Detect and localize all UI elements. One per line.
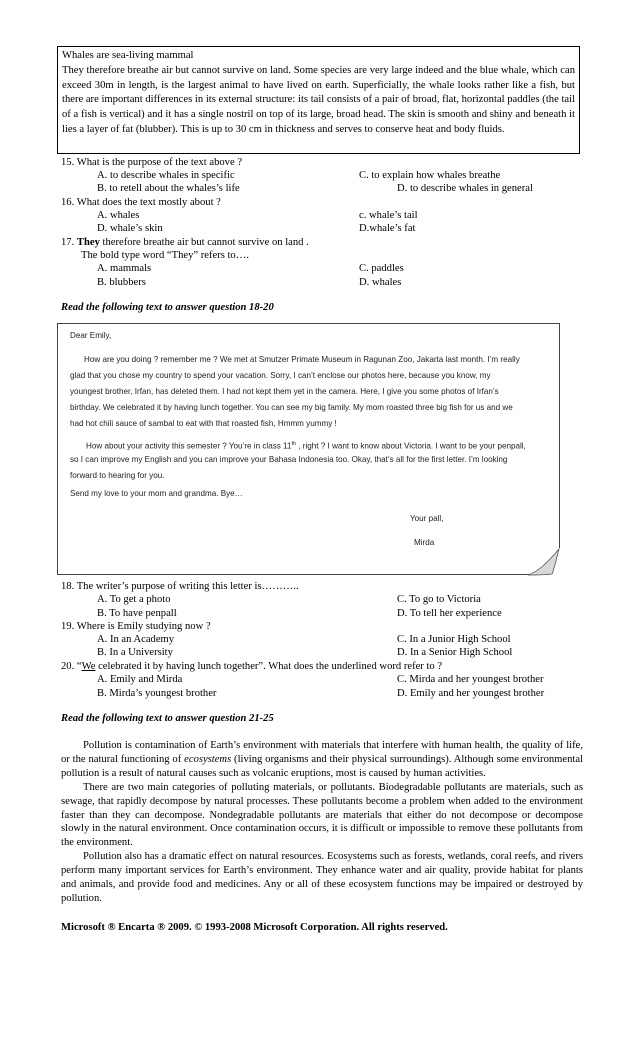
question-20-option-d: D. Emily and her youngest brother bbox=[397, 688, 545, 699]
question-18-option-b: B. To have penpall bbox=[97, 608, 177, 619]
question-17-bold-word: They bbox=[76, 237, 100, 248]
question-20-option-a: A. Emily and Mirda bbox=[97, 674, 183, 685]
question-15-option-d: D. to describe whales in general bbox=[397, 183, 533, 194]
question-16-option-c: c. whale’s tail bbox=[359, 210, 418, 221]
question-15-option-a: A. to describe whales in specific bbox=[97, 170, 235, 181]
letter-name: Mirda bbox=[414, 538, 435, 547]
question-17-line2: The bold type word “They” refers to…. bbox=[81, 250, 249, 261]
source-citation: Microsoft ® Encarta ® 2009. © 1993-2008 Microsoft Corporation. All rights reserved. bbox=[61, 922, 448, 933]
question-17-option-c: C. paddles bbox=[359, 263, 404, 274]
letter-p1-line2: glad that you chose my country to spend your vacation. Sorry, I can’t enclose our photos here, because you know, my bbox=[70, 371, 491, 380]
letter-p1-line4: birthday. We celebrated it by having lunch together. You can see my big family. My mom roasted three big fish for us and we bbox=[70, 403, 513, 412]
letter-p1-line5: had hot chili sauce of sambal to eat with that roasted fish, Hmmm yummy ! bbox=[70, 419, 337, 428]
pollution-passage bbox=[61, 739, 583, 906]
question-15-option-b: B. to retell about the whales’s life bbox=[97, 183, 240, 194]
question-17-option-a: A. mammals bbox=[97, 263, 152, 274]
question-20-underlined-word: We bbox=[81, 661, 96, 672]
question-19-option-c: C. In a Junior High School bbox=[397, 634, 511, 645]
instruction-18-20: Read the following text to answer question 18-20 bbox=[61, 302, 274, 313]
passage-paragraph-2: There are two main categories of polluting materials, or pollutants. Biodegradable pollutants are materials, such as sewage, that rapidly decompose by natural processes. These pollutants become a problem when added to the environment faster than they can decompose. Nondegradable pollutants are materials that either do not decompose or decompose slowly in the natural environment. Once contamination occurs, it is difficult or impossible to remove these pollutants from the environment. bbox=[61, 781, 583, 849]
letter-closing: Send my love to your mom and grandma. Bye… bbox=[70, 489, 243, 498]
passage-p1-b: (living organisms and their physical surroundings). Although some environmental pollution is a result of natural causes such as volcanic eruptions, most is caused by human activities. bbox=[61, 753, 583, 779]
letter-p2-line3: forward to hearing for you. bbox=[70, 471, 165, 480]
passage-p1-a: Pollution is contamination of Earth’s environment with materials that interfere with human health, the quality of life, or the natural functioning of bbox=[61, 740, 583, 765]
whale-text-title: Whales are sea-living mammal bbox=[62, 50, 194, 61]
question-18-option-c: C. To go to Victoria bbox=[397, 594, 481, 605]
letter-p2-sup: th bbox=[291, 441, 297, 447]
letter-signoff: Your pall, bbox=[410, 514, 444, 523]
question-20-option-b: B. Mirda’s youngest brother bbox=[97, 688, 217, 699]
whale-text-body: They therefore breathe air but cannot survive on land. Some species are very large indeed and the blue whale, which can exceed 30m in length, is the largest animal to have lived on earth. Superficially, the whale looks rather like a fish, but there are important differences in its external structure: its tail consists of a pair of broad, flat, horizontal paddles (the tail of a fish is vertical) and it has a single nostril on top of its large, broad head. The skin is smooth and shiny and beneath it lies a layer of fat (blubber). This is up to 30 cm in thickness and serves to conserve heat and body fluids. bbox=[62, 64, 575, 135]
question-16-option-d2: D.whale’s fat bbox=[359, 223, 416, 234]
question-20-stem bbox=[61, 660, 442, 673]
question-16-stem: 16. What does the text mostly about ? bbox=[61, 197, 221, 208]
question-18-option-d: D. To tell her experience bbox=[397, 608, 502, 619]
question-17-rest: therefore breathe air but cannot survive on land . bbox=[99, 237, 309, 248]
letter-p2-line2: so I can improve my English and you can improve your Bahasa Indonesia too. Okay, that’s all for the first letter. I’m looking bbox=[70, 455, 508, 464]
question-17-option-b: B. blubbers bbox=[97, 277, 146, 288]
question-19-stem: 19. Where is Emily studying now ? bbox=[61, 621, 211, 632]
question-15-stem: 15. What is the purpose of the text above ? bbox=[61, 157, 243, 168]
passage-paragraph-1 bbox=[61, 739, 583, 781]
question-17-stem bbox=[61, 236, 309, 249]
question-17-number: 17. bbox=[61, 237, 75, 248]
question-16-option-a: A. whales bbox=[97, 210, 140, 221]
letter-p1-line1: How are you doing ? remember me ? We met at Smutzer Primate Museum in Ragunan Zoo, Jakarta last month. I’m really bbox=[84, 355, 520, 364]
letter-box bbox=[57, 323, 560, 575]
question-19-option-b: B. In a University bbox=[97, 647, 173, 658]
question-19-option-a: A. In an Academy bbox=[97, 634, 175, 645]
page-curl-icon bbox=[528, 548, 560, 576]
question-18-stem: 18. The writer’s purpose of writing this letter is……….. bbox=[61, 581, 299, 592]
letter-p1-line3: youngest brother, Irfan, has deleted them. I had not kept them yet in the camera. Here, I give you some photos of Irfan’s bbox=[70, 387, 499, 396]
whale-text-box bbox=[57, 46, 580, 154]
question-19-option-d: D. In a Senior High School bbox=[397, 647, 513, 658]
letter-p2-line1 bbox=[86, 437, 526, 454]
letter-greeting: Dear Emily, bbox=[70, 331, 112, 340]
passage-paragraph-3: Pollution also has a dramatic effect on natural resources. Ecosystems such as forests, wetlands, coral reefs, and rivers perform many important services for Earth’s environment. They enhance water and air quality, provide habitat for plants and animals, and provide food and medicines. Any or all of these ecosystem functions may be impaired or destroyed by pollution. bbox=[61, 851, 583, 904]
passage-p1-em: ecosystems bbox=[184, 753, 232, 765]
question-15-option-c: C. to explain how whales breathe bbox=[359, 170, 501, 181]
question-18-option-a: A. To get a photo bbox=[97, 594, 171, 605]
question-20-post: celebrated it by having lunch together”. What does the underlined word refer to ? bbox=[95, 661, 443, 672]
letter-p2-end: , right ? I want to know about Victoria. I want to be your penpall, bbox=[296, 441, 526, 451]
question-20-pre: 20. “ bbox=[61, 661, 82, 672]
question-16-option-d: D. whale’s skin bbox=[97, 223, 163, 234]
letter-p2-start: How about your activity this semester ? You’re in class 11 bbox=[86, 441, 292, 451]
question-20-option-c: C. Mirda and her youngest brother bbox=[397, 674, 544, 685]
instruction-21-25: Read the following text to answer question 21-25 bbox=[61, 713, 274, 724]
question-17-option-d: D. whales bbox=[359, 277, 402, 288]
